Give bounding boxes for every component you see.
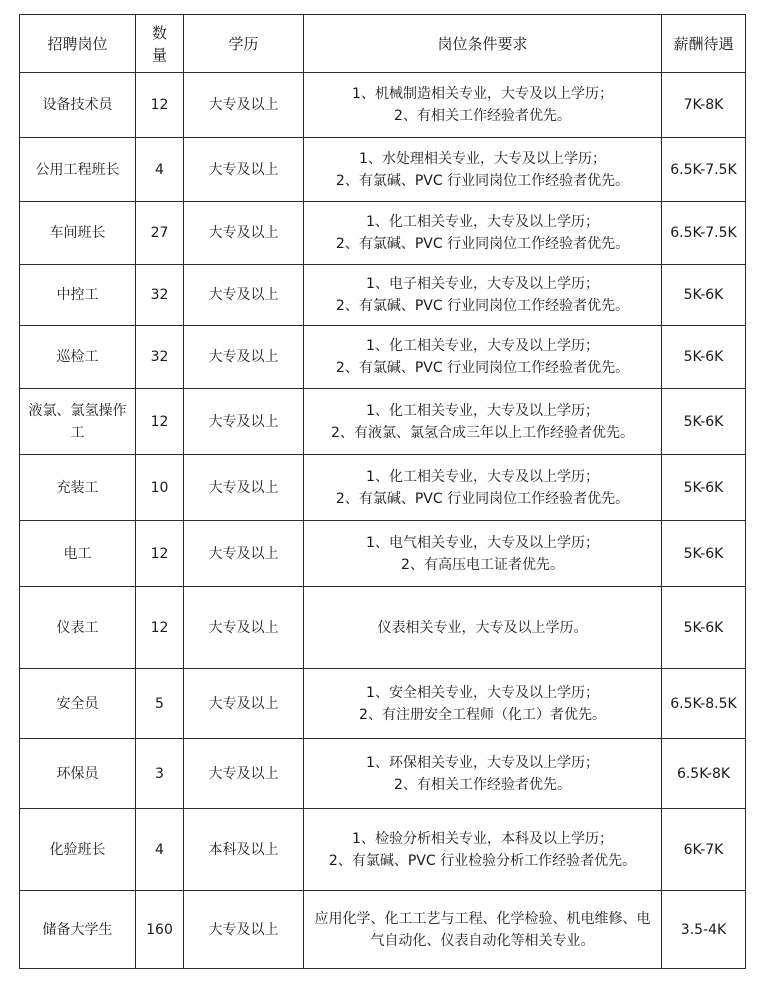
salary-cell: 5K-6K [662, 326, 746, 389]
position-cell: 充装工 [20, 455, 136, 521]
header-count-line2: 量 [151, 45, 167, 64]
education-cell: 大专及以上 [184, 587, 304, 669]
education-cell: 大专及以上 [184, 326, 304, 389]
table-row [20, 669, 746, 739]
table-row [20, 739, 746, 809]
position-cell: 安全员 [20, 669, 136, 739]
position-cell: 中控工 [20, 265, 136, 326]
requirement-line-2: 2、有氯碱、PVC 行业检验分析工作经验者优先。 [328, 852, 637, 869]
education-cell: 大专及以上 [184, 389, 304, 455]
requirement-line-1: 1、电子相关专业，大专及以上学历； [366, 276, 599, 292]
requirement-line-2: 2、有相关工作经验者优先。 [394, 776, 571, 793]
count-cell: 32 [136, 265, 184, 326]
requirement-line-1: 1、水处理相关专业，大专及以上学历； [359, 150, 606, 167]
education-cell: 大专及以上 [184, 891, 304, 969]
count-cell: 10 [136, 455, 184, 521]
position-cell: 环保员 [20, 739, 136, 809]
header-requirements: 岗位条件要求 [304, 15, 662, 73]
position-cell: 巡检工 [20, 326, 136, 389]
count-cell: 12 [136, 587, 184, 669]
requirement-line-2: 2、有氯碱、PVC 行业同岗位工作经验者优先。 [335, 490, 630, 507]
salary-cell: 5K-6K [662, 389, 746, 455]
requirements-cell [304, 739, 662, 809]
requirement-line-1: 应用化学、化工工艺与工程、化学检验、机电维修、电气自动化、仪表自动化等相关专业。 [314, 910, 651, 949]
position-cell: 设备技术员 [20, 73, 136, 138]
education-cell: 大专及以上 [184, 455, 304, 521]
table-row [20, 326, 746, 389]
position-cell: 车间班长 [20, 202, 136, 265]
position-cell: 公用工程班长 [20, 138, 136, 202]
requirement-line-1: 1、检验分析相关专业，本科及以上学历； [352, 830, 613, 847]
requirement-line-1: 1、环保相关专业，大专及以上学历； [366, 754, 599, 771]
position-cell: 电工 [20, 521, 136, 587]
header-row [20, 15, 746, 73]
count-cell: 4 [136, 138, 184, 202]
requirement-line-1: 1、化工相关专业，大专及以上学历； [366, 214, 599, 230]
education-cell: 大专及以上 [184, 73, 304, 138]
requirements-cell [304, 891, 662, 969]
requirements-cell [304, 326, 662, 389]
requirements-cell [304, 521, 662, 587]
requirements-cell [304, 809, 662, 891]
requirement-line-1: 仪表相关专业，大专及以上学历。 [377, 619, 588, 636]
education-cell: 大专及以上 [184, 265, 304, 326]
education-cell: 大专及以上 [184, 669, 304, 739]
requirements-cell [304, 587, 662, 669]
header-salary: 薪酬待遇 [662, 15, 746, 73]
position-cell: 化验班长 [20, 809, 136, 891]
salary-cell: 7K-8K [662, 73, 746, 138]
count-cell: 5 [136, 669, 184, 739]
salary-cell: 5K-6K [662, 587, 746, 669]
education-cell: 本科及以上 [184, 809, 304, 891]
table-row [20, 138, 746, 202]
education-cell: 大专及以上 [184, 202, 304, 265]
requirements-cell [304, 265, 662, 326]
requirement-line-2: 2、有氯碱、PVC 行业同岗位工作经验者优先。 [335, 298, 630, 314]
salary-cell: 6.5K-8.5K [662, 669, 746, 739]
education-cell: 大专及以上 [184, 138, 304, 202]
salary-cell: 3.5-4K [662, 891, 746, 969]
table-row [20, 265, 746, 326]
count-cell: 4 [136, 809, 184, 891]
recruitment-table [19, 14, 746, 969]
count-cell: 27 [136, 202, 184, 265]
requirements-cell [304, 389, 662, 455]
requirements-cell [304, 669, 662, 739]
salary-cell: 6K-7K [662, 809, 746, 891]
count-cell: 32 [136, 326, 184, 389]
requirements-cell [304, 73, 662, 138]
requirement-line-2: 2、有氯碱、PVC 行业同岗位工作经验者优先。 [335, 172, 630, 189]
salary-cell: 6.5K-7.5K [662, 202, 746, 265]
header-count-line1: 数 [151, 23, 167, 42]
table-row [20, 202, 746, 265]
salary-cell: 6.5K-7.5K [662, 138, 746, 202]
education-cell: 大专及以上 [184, 739, 304, 809]
requirement-line-2: 2、有相关工作经验者优先。 [394, 108, 571, 124]
table-row [20, 521, 746, 587]
requirement-line-1: 1、安全相关专业，大专及以上学历； [366, 684, 599, 701]
position-cell: 储备大学生 [20, 891, 136, 969]
requirement-line-2: 2、有氯碱、PVC 行业同岗位工作经验者优先。 [335, 360, 630, 376]
header-count [136, 15, 184, 73]
header-education: 学历 [184, 15, 304, 73]
requirement-line-1: 1、电气相关专业，大专及以上学历； [366, 534, 599, 551]
table-row [20, 73, 746, 138]
count-cell: 12 [136, 73, 184, 138]
requirement-line-1: 1、化工相关专业，大专及以上学历； [366, 338, 599, 354]
requirement-line-1: 1、化工相关专业，大专及以上学历； [366, 468, 599, 485]
salary-cell: 5K-6K [662, 455, 746, 521]
count-cell: 160 [136, 891, 184, 969]
table-row [20, 455, 746, 521]
requirements-cell [304, 202, 662, 265]
count-cell: 3 [136, 739, 184, 809]
salary-cell: 5K-6K [662, 521, 746, 587]
requirements-cell [304, 138, 662, 202]
position-cell: 仪表工 [20, 587, 136, 669]
table-row [20, 587, 746, 669]
salary-cell: 6.5K-8K [662, 739, 746, 809]
table-row [20, 891, 746, 969]
education-cell: 大专及以上 [184, 521, 304, 587]
salary-cell: 5K-6K [662, 265, 746, 326]
requirement-line-2: 2、有氯碱、PVC 行业同岗位工作经验者优先。 [335, 236, 630, 252]
requirement-line-2: 2、有液氯、氯氢合成三年以上工作经验者优先。 [331, 424, 634, 441]
table-row [20, 809, 746, 891]
requirements-cell [304, 455, 662, 521]
count-cell: 12 [136, 389, 184, 455]
header-position: 招聘岗位 [20, 15, 136, 73]
requirement-line-1: 1、机械制造相关专业，大专及以上学历； [352, 86, 613, 102]
position-cell: 液氯、氯氢操作工 [20, 389, 136, 455]
requirement-line-1: 1、化工相关专业，大专及以上学历； [366, 402, 599, 419]
requirement-line-2: 2、有注册安全工程师（化工）者优先。 [359, 706, 606, 723]
requirement-line-2: 2、有高压电工证者优先。 [401, 556, 564, 573]
count-cell: 12 [136, 521, 184, 587]
table-row [20, 389, 746, 455]
